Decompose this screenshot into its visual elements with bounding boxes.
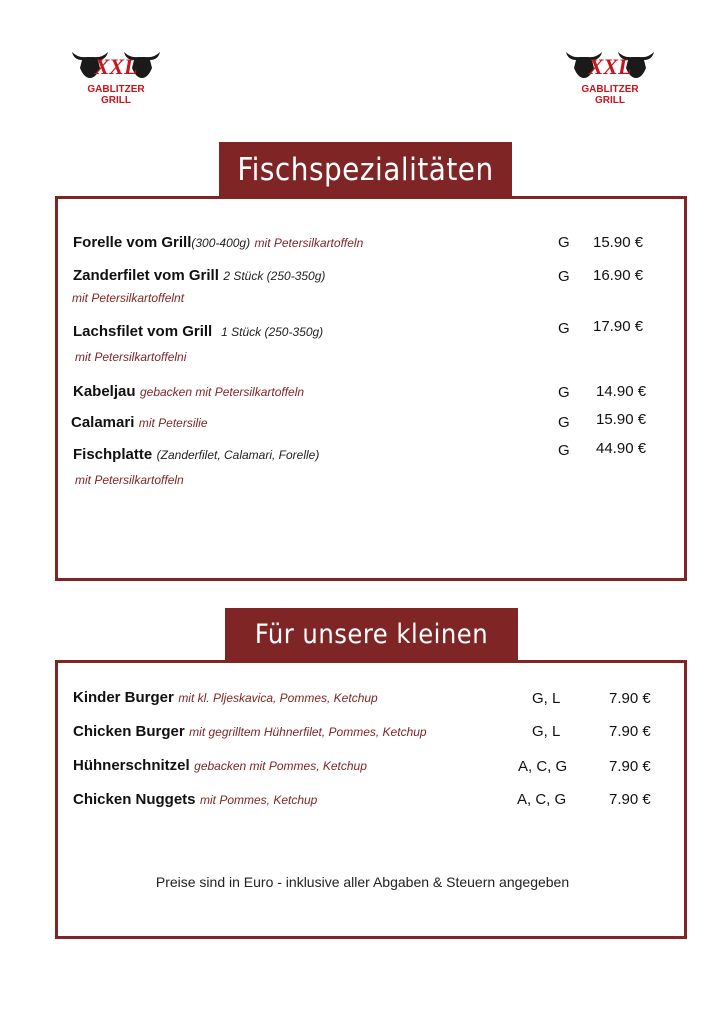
menu-item — [73, 323, 323, 341]
item-allergens: G — [558, 234, 570, 251]
item-name: Lachsfilet vom Grill — [73, 323, 213, 340]
item-price: 44.90 € — [596, 440, 647, 457]
menu-item — [73, 234, 363, 252]
menu-item — [73, 383, 304, 401]
item-allergens: G — [558, 320, 570, 337]
fish-section-title: Fischspezialitäten — [219, 142, 512, 198]
item-desc: mit gegrilltem Hühnerfilet, Pommes, Ketchup — [189, 725, 427, 739]
menu-item — [73, 689, 378, 707]
item-allergens: G — [558, 268, 570, 285]
menu-item — [73, 723, 427, 741]
item-name: Zanderfilet vom Grill — [73, 267, 219, 284]
item-desc: gebacken mit Petersilkartoffeln — [139, 385, 305, 399]
item-note: 1 Stück (250-350g) — [221, 325, 324, 339]
svg-text:XXL: XXL — [94, 54, 138, 79]
menu-item — [73, 757, 367, 775]
item-allergens: G — [558, 384, 570, 401]
item-price: 7.90 € — [609, 791, 651, 808]
price-footnote: Preise sind in Euro - inklusive aller Abgaben & Steuern angegeben — [155, 874, 570, 890]
logo-line-2: GRILL — [595, 95, 625, 106]
logo-left — [68, 48, 164, 112]
menu-item — [71, 414, 208, 432]
svg-text:XXL: XXL — [588, 54, 632, 79]
menu-item — [73, 791, 317, 809]
item-note: (300-400g) — [191, 236, 251, 250]
item-name: Calamari — [71, 414, 135, 431]
item-allergens: G — [558, 414, 570, 431]
item-desc: mit Petersilkartoffelni — [75, 350, 187, 364]
item-price: 16.90 € — [593, 267, 644, 284]
item-price: 7.90 € — [609, 758, 651, 775]
item-allergens: A, C, G — [518, 758, 568, 775]
bull-head-icon — [68, 48, 164, 84]
logo-right — [562, 48, 658, 112]
item-desc: mit Petersilie — [138, 416, 208, 430]
item-desc: mit Pommes, Ketchup — [199, 793, 318, 807]
bull-head-icon — [562, 48, 658, 84]
logo-line-1: GABLITZER — [87, 84, 145, 95]
item-name: Chicken Nuggets — [73, 791, 196, 808]
item-desc: mit Petersilkartoffeln — [254, 236, 364, 250]
item-name: Fischplatte — [73, 446, 153, 463]
item-allergens: G — [558, 442, 570, 459]
kids-section-title: Für unsere kleinen Gäste — [225, 608, 518, 662]
item-note: 2 Stück (250-350g) — [223, 269, 326, 283]
item-price: 7.90 € — [609, 690, 651, 707]
item-note: (Zanderfilet, Calamari, Forelle) — [156, 448, 320, 462]
logo-line-1: GABLITZER — [581, 84, 639, 95]
item-price: 15.90 € — [596, 411, 647, 428]
item-desc: gebacken mit Pommes, Ketchup — [194, 759, 367, 773]
item-allergens: G, L — [532, 690, 561, 707]
item-price: 15.90 € — [593, 234, 644, 251]
item-name: Kabeljau — [73, 383, 136, 400]
item-name: Chicken Burger — [73, 723, 185, 740]
item-allergens: A, C, G — [517, 791, 567, 808]
item-desc: mit Petersilkartoffelnt — [72, 291, 185, 305]
item-name: Kinder Burger — [73, 689, 174, 706]
item-price: 14.90 € — [596, 383, 647, 400]
item-price: 17.90 € — [593, 318, 644, 335]
item-allergens: G, L — [532, 723, 561, 740]
logo-line-2: GRILL — [101, 95, 131, 106]
item-desc: mit kl. Pljeskavica, Pommes, Ketchup — [178, 691, 378, 705]
menu-item — [73, 267, 325, 285]
item-name: Forelle vom Grill — [73, 234, 192, 251]
item-desc: mit Petersilkartoffeln — [75, 473, 184, 487]
item-name: Hühnerschnitzel — [73, 757, 190, 774]
menu-item — [73, 446, 319, 464]
item-price: 7.90 € — [609, 723, 651, 740]
